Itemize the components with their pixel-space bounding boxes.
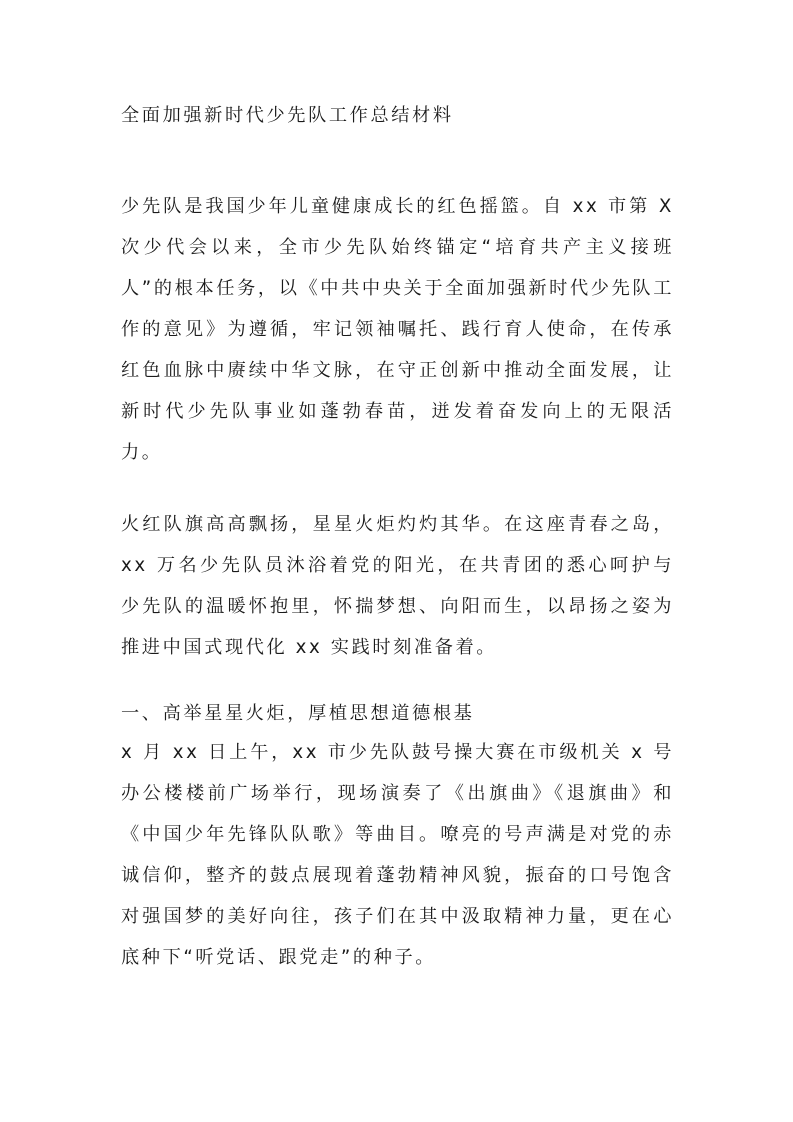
document-page	[121, 100, 674, 978]
second-paragraph: 火红队旗高高飘扬，星星火炬灼灼其华。在这座青春之岛，xx 万名少先队员沐浴着党的阳光，在共青团的悉心呵护与少先队的温暖怀抱里，怀揣梦想、向阳而生，以昂扬之姿为推进中国式现代化 xx 实践时刻准备着。	[121, 514, 674, 658]
section-body: x 月 xx 日上午，xx 市少先队鼓号操大赛在市级机关 x 号办公楼楼前广场举行，现场演奏了《出旗曲》《退旗曲》和《中国少年先锋队队歌》等曲目。嘹亮的号声满是对党的赤诚信仰，整齐的鼓点展现着蓬勃精神风貌，振奋的口号饱含对强国梦的美好向往，孩子们在其中汲取精神力量，更在心底种下“听党话、跟党走”的种子。	[121, 742, 674, 968]
section-heading: 一、高举星星火炬，厚植思想道德根基	[121, 703, 475, 724]
intro-paragraph: 少先队是我国少年儿童健康成长的红色摇篮。自 xx 市第 X 次少代会以来，全市少先队始终锚定“培育共产主义接班人”的根本任务，以《中共中央关于全面加强新时代少先队工作的意见》为遵循，牢记领袖嘱托、践行育人使命，在传承红色血脉中赓续中华文脉，在守正创新中推动全面发展，让新时代少先队事业如蓬勃春苗，迸发着奋发向上的无限活力。	[121, 196, 674, 463]
document-title: 全面加强新时代少先队工作总结材料	[121, 105, 454, 126]
